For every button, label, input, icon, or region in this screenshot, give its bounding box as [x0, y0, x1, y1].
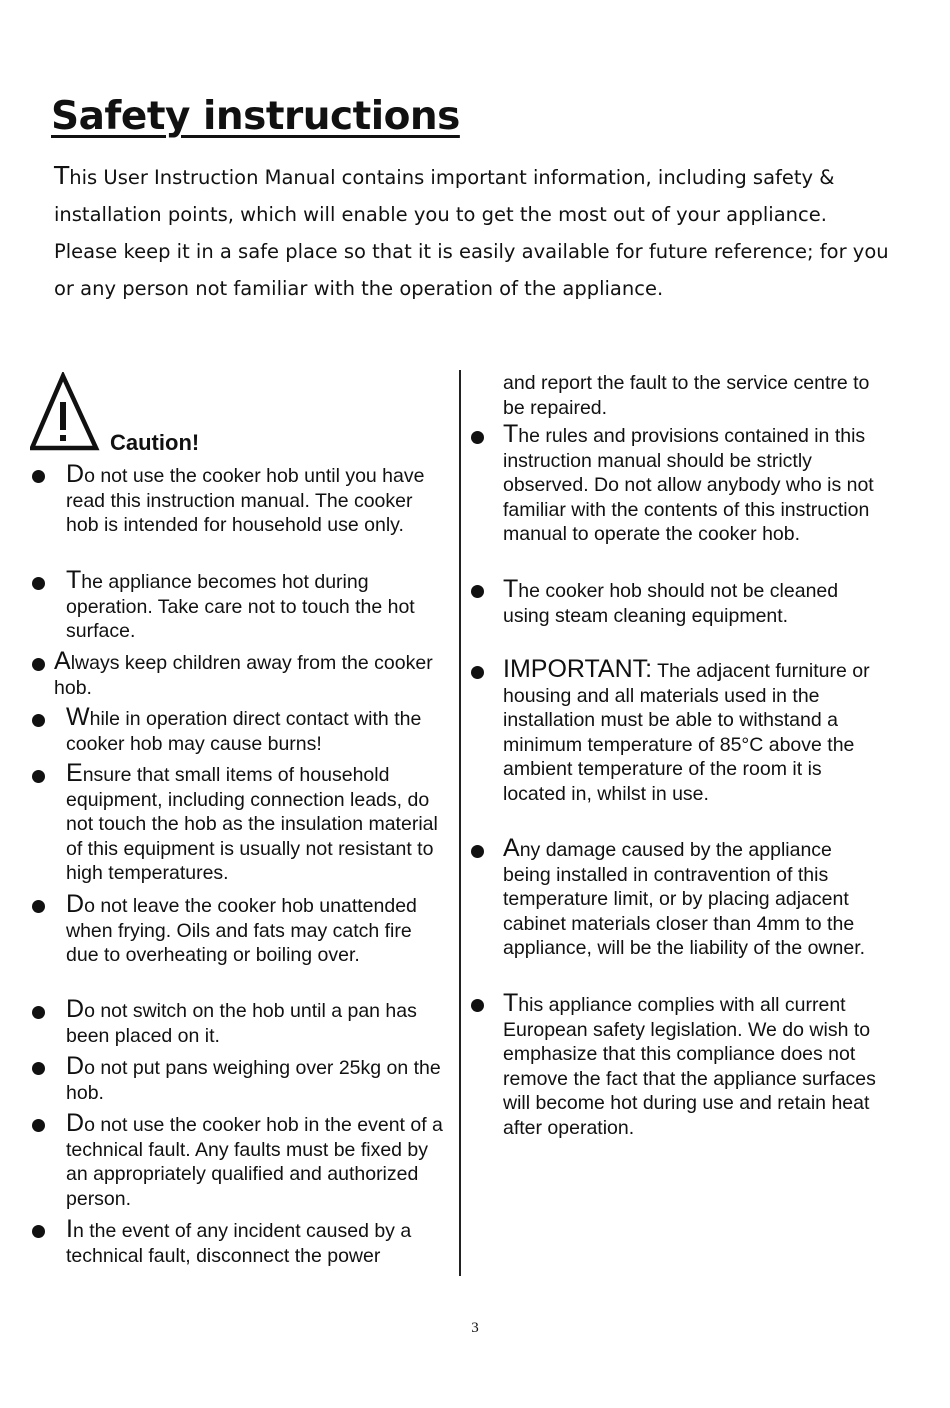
right-item-text: IMPORTANT: The adjacent furniture or housing and all materials used in the installation must be able to withstand a minimum temperature of 85°C above the ambient temperature of the room it is located in, whilst in use. — [503, 655, 870, 805]
bullet-dot-icon — [32, 1225, 45, 1238]
bullet-dot-icon — [32, 770, 45, 783]
bullet-dot-icon — [471, 999, 484, 1012]
right-item-text: The rules and provisions contained in this instruction manual should be strictly observed. Do not allow anybody who is not familiar with the contents of this instruction manual to operate the cooker hob. — [503, 420, 874, 546]
column-divider — [459, 370, 461, 1276]
bullet-dot-icon — [471, 585, 484, 598]
left-item-text: Do not put pans weighing over 25kg on the hob. — [66, 1052, 441, 1104]
left-item-text: Do not use the cooker hob in the event of a technical fault. Any faults must be fixed by an appropriately qualified and authorized person. — [66, 1109, 443, 1210]
bullet-dot-icon — [471, 845, 484, 858]
bullet-dot-icon — [471, 431, 484, 444]
bullet-dot-icon — [32, 577, 45, 590]
caution-heading: Caution! — [110, 430, 200, 455]
intro-text: his User Instruction Manual contains important information, including safety & installation points, which will enable you to get the most out of your appliance. Please keep it in a safe place so that it is easily available for future reference; for you or any person not familiar with the operation of the appliance. — [54, 166, 889, 300]
bullet-dot-icon — [32, 1006, 45, 1019]
intro-drop-letter: T — [54, 161, 70, 190]
left-item-text: Ensure that small items of household equipment, including connection leads, do not touch the hob as the insulation material of this equipment is usually not resistant to high temperatures. — [66, 759, 438, 885]
page-title: Safety instructions — [51, 94, 460, 139]
left-item-text: Do not leave the cooker hob unattended when frying. Oils and fats may catch fire due to overheating or boiling over. — [66, 890, 417, 967]
right-item-text: The cooker hob should not be cleaned using steam cleaning equipment. — [503, 575, 839, 627]
left-item-text: In the event of any incident caused by a technical fault, disconnect the power — [66, 1215, 412, 1267]
bullet-dot-icon — [32, 658, 45, 671]
bullet-dot-icon — [32, 1119, 45, 1132]
left-item-text: Do not switch on the hob until a pan has been placed on it. — [66, 995, 417, 1047]
left-item-text: Do not use the cooker hob until you have read this instruction manual. The cooker hob is intended for household use only. — [66, 460, 425, 537]
left-item-text: The appliance becomes hot during operation. Take care not to touch the hot surface. — [66, 566, 415, 643]
bullet-dot-icon — [32, 900, 45, 913]
bullet-dot-icon — [471, 666, 484, 679]
warning-triangle-icon — [30, 372, 100, 452]
page-number: 3 — [471, 1320, 479, 1336]
right-item-text: Any damage caused by the appliance being installed in contravention of this temperature limit, or by placing adjacent cabinet materials closer than 4mm to the appliance, will be the liability of the owner. — [503, 834, 866, 960]
left-item-text: While in operation direct contact with the cooker hob may cause burns! — [66, 703, 422, 755]
intro-paragraph — [54, 157, 894, 307]
bullet-dot-icon — [32, 1062, 45, 1075]
right-continuation-text: and report the fault to the service centre to be repaired. — [503, 372, 870, 419]
bullet-dot-icon — [32, 470, 45, 483]
right-item-text: This appliance complies with all current European safety legislation. We do wish to emphasize that this compliance does not remove the fact that the appliance surfaces will become hot during use and retain heat after operation. — [503, 989, 876, 1139]
bullet-dot-icon — [32, 714, 45, 727]
left-item-text: Always keep children away from the cooker hob. — [54, 647, 433, 699]
